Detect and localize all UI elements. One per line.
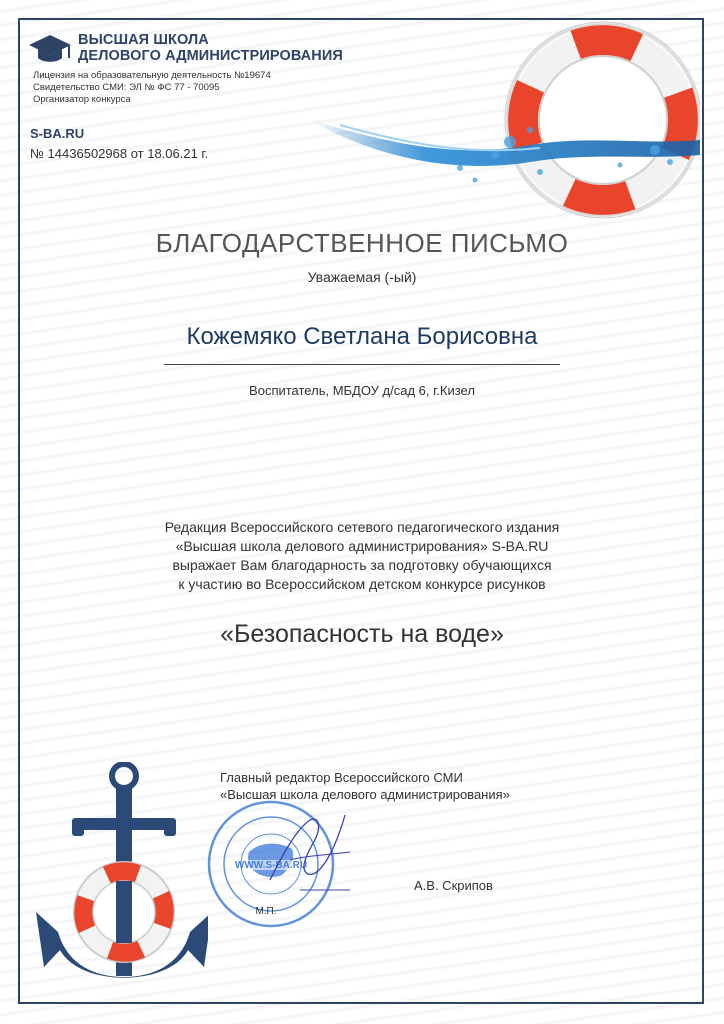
org-info	[33, 70, 271, 106]
name-underline	[164, 364, 560, 365]
signer-name: А.В. Скрипов	[414, 878, 493, 893]
letter-title: БЛАГОДАРСТВЕННОЕ ПИСЬМО	[155, 228, 569, 258]
body-line: выражает Вам благодарность за подготовку обучающихся	[172, 557, 552, 573]
org-header	[28, 32, 343, 66]
site-name: S-BA.RU	[30, 126, 85, 141]
body-text	[80, 518, 644, 594]
editor-line1: Главный редактор Всероссийского СМИ	[220, 770, 463, 785]
body-line: «Высшая школа делового администрирования» S-BA.RU	[175, 538, 549, 554]
recipient-position: Воспитатель, МБДОУ д/сад 6, г.Кизел	[249, 383, 475, 398]
life-buoy-illustration	[300, 20, 700, 230]
org-name-line1: ВЫСШАЯ ШКОЛА	[78, 32, 209, 48]
graduation-cap-icon	[28, 32, 72, 66]
anchor-icon	[28, 762, 208, 1002]
handwritten-signature	[250, 790, 360, 900]
organizer-text: Организатор конкурса	[33, 94, 131, 105]
body-line: к участию во Всероссийском детском конкурсе рисунков	[178, 576, 546, 592]
greeting: Уважаемая (-ый)	[307, 269, 417, 285]
document-number: № 14436502968 от 18.06.21 г.	[30, 146, 209, 161]
body-line: Редакция Всероссийского сетевого педагогического издания	[164, 519, 560, 535]
contest-name: «Безопасность на воде»	[220, 620, 504, 648]
svg-text:WWW.S-BA.RU: WWW.S-BA.RU	[234, 860, 308, 871]
recipient-name: Кожемяко Светлана Борисовна	[186, 323, 538, 350]
org-name-line2: ДЕЛОВОГО АДМИНИСТРИРОВАНИЯ	[78, 48, 343, 64]
editor-line2: «Высшая школа делового администрирования»	[220, 787, 510, 802]
stamp-mark-label: М.П.	[255, 906, 277, 917]
license-text: Лицензия на образовательную деятельность №19674	[33, 70, 271, 81]
media-cert-text: Свидетельство СМИ: ЭЛ № ФС 77 - 70095	[33, 82, 220, 93]
